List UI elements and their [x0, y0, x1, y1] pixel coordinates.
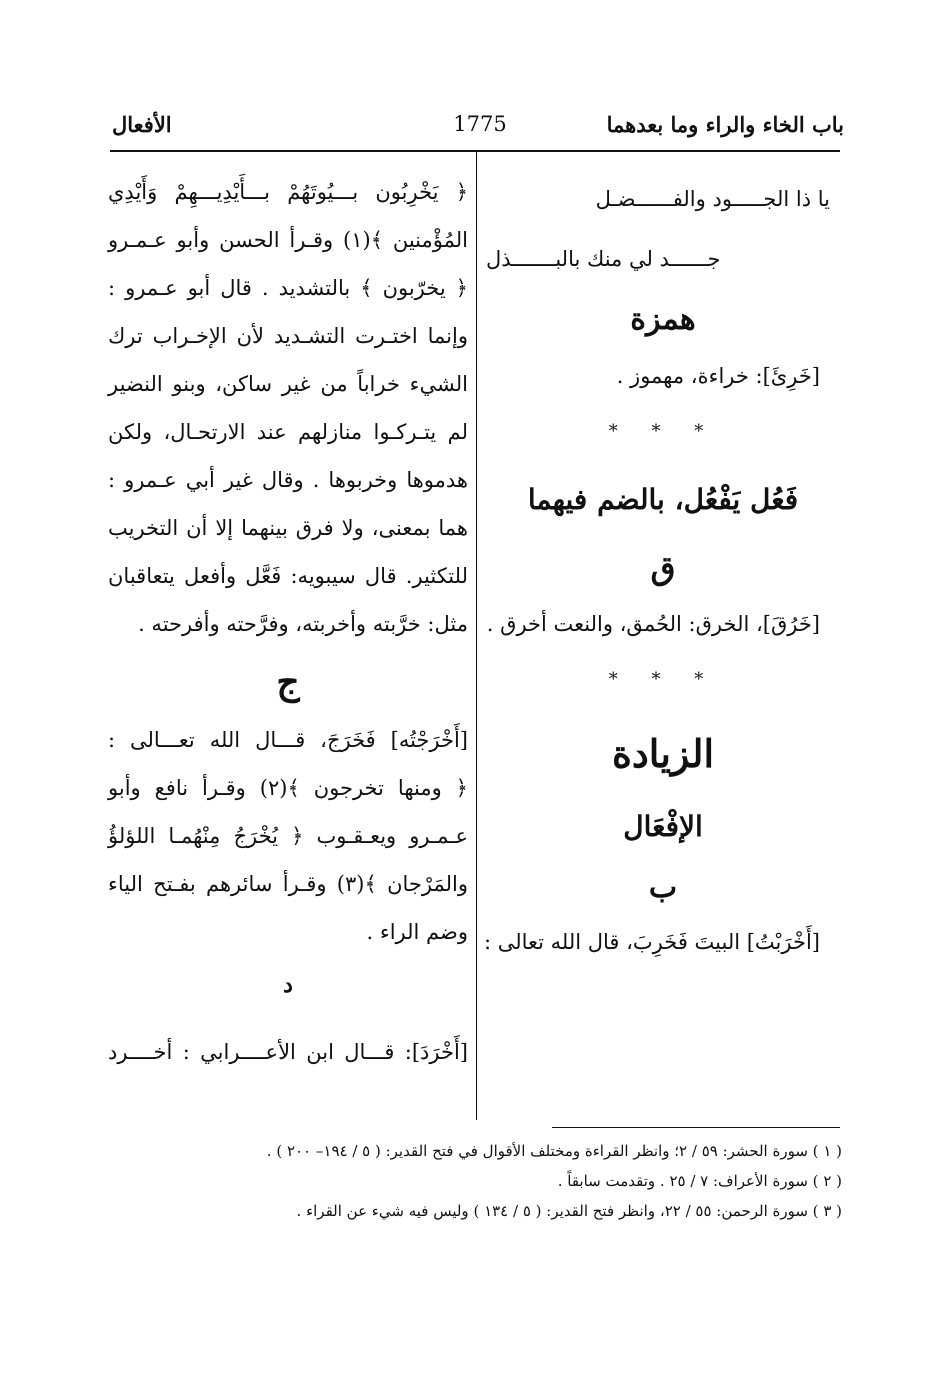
left-column: [108, 168, 468, 1076]
letter-heading-qaf: ق: [650, 549, 676, 587]
dictionary-entry: [أَخْرَبْتُ] البيتَ فَخَرِبَ، قال الله تعالى :: [483, 930, 820, 954]
text-line: المُؤْمنين ﴾(١) وقـرأ الحسن وأبو عـمـرو: [108, 228, 468, 252]
footnote: ( ٣ ) سورة الرحمن: ٥٥ / ٢٢، وانظر فتح القدير: ( ٥ / ١٣٤ ) وليس فيه شيء عن القراء .: [296, 1202, 842, 1220]
text-line: للتكثير. قال سيبويه: فَعَّل وأفعل يتعاقبان: [108, 564, 468, 588]
separator-stars: * * *: [608, 669, 718, 690]
section-heading-ifal: الإفْعَال: [623, 810, 703, 843]
letter-heading-ba: ب: [648, 870, 678, 905]
header-rule: [110, 150, 840, 152]
section-heading-zyada: الزيادة: [611, 731, 715, 776]
text-line: وضم الراء .: [366, 920, 468, 944]
section-heading-pattern: فَعُل يَفْعُل، بالضم فيهما: [527, 483, 799, 516]
text-line: عـمـرو ويعـقـوب ﴿ يُخْرَجُ مِنْهُمـا اللؤلؤُ: [108, 824, 468, 848]
section-heading-hamza: همزة: [630, 302, 696, 337]
text-line: [أَخْرَدَ]: قـــال ابن الأعــــرابي : أخــــرد: [108, 1040, 468, 1064]
text-line: وإنما اختـرت التشـديد لأن الإخـراب ترك: [108, 324, 468, 348]
footnote-rule: [552, 1127, 840, 1128]
text-line: ﴿ يَخْرِبُون بـــيُوتَهُمْ بـــأَيْدِيـــهِمْ وَأَيْدِي: [108, 180, 468, 204]
running-header-chapter: باب الخاء والراء وما بعدهما: [606, 112, 844, 137]
text-line: ﴿ يخرّبون ﴾ بالتشديد . قال أبو عـمرو :: [108, 276, 468, 300]
letter-heading-dal: د: [283, 972, 293, 998]
text-line: مثل: خرَّبته وأخربته، وفرَّحته وأفرحته .: [138, 612, 468, 636]
footnotes: [242, 1136, 842, 1226]
page-number: 1775: [453, 112, 507, 136]
text-line: هما بمعنى، ولا فرق بينهما إلا أن التخريب: [108, 516, 468, 540]
right-column: [483, 168, 840, 966]
column-divider: [476, 152, 477, 1120]
footnote: ( ١ ) سورة الحشر: ٥٩ / ٢؛ وانظر القراءة ومختلف الأقوال في فتح القدير: ( ٥ / ١٩٤– ٢٠٠ ) .: [266, 1142, 842, 1160]
text-line: لم يتـركـوا منازلهم عند الارتحـال، ولكن: [108, 420, 468, 444]
letter-heading-jim: ج: [276, 661, 300, 703]
text-line: [أَخْرَجْتُه] فَخَرَجَ، قـــال الله تعـــالى :: [108, 728, 468, 752]
dictionary-entry: [خَرُقَ]، الخرق: الحُمق، والنعت أخرق .: [486, 612, 820, 636]
running-header-section: الأفعال: [112, 112, 172, 137]
dictionary-entry: [خَرِئَ]: خراءة، مهموز .: [616, 364, 820, 388]
footnote: ( ٢ ) سورة الأعراف: ٧ / ٢٥ . وتقدمت سابقاً .: [557, 1172, 842, 1190]
separator-stars: * * *: [608, 421, 718, 442]
text-line: ﴿ ومنها تخرجون ﴾(٢) وقـرأ نافع وأبو: [108, 776, 468, 800]
text-line: هدموها وخربوها . وقال غير أبي عـمرو :: [108, 468, 468, 492]
text-line: والمَرْجان ﴾(٣) وقـرأ سائرهم بفـتح الياء: [108, 872, 469, 896]
poem-line: يا ذا الجـــــود والفــــــضـل: [595, 187, 830, 211]
poem-line: جــــــد لي منك بالبـــــــذل: [486, 247, 721, 271]
text-line: الشيء خراباً من غير ساكن، وبنو النضير: [108, 372, 468, 396]
